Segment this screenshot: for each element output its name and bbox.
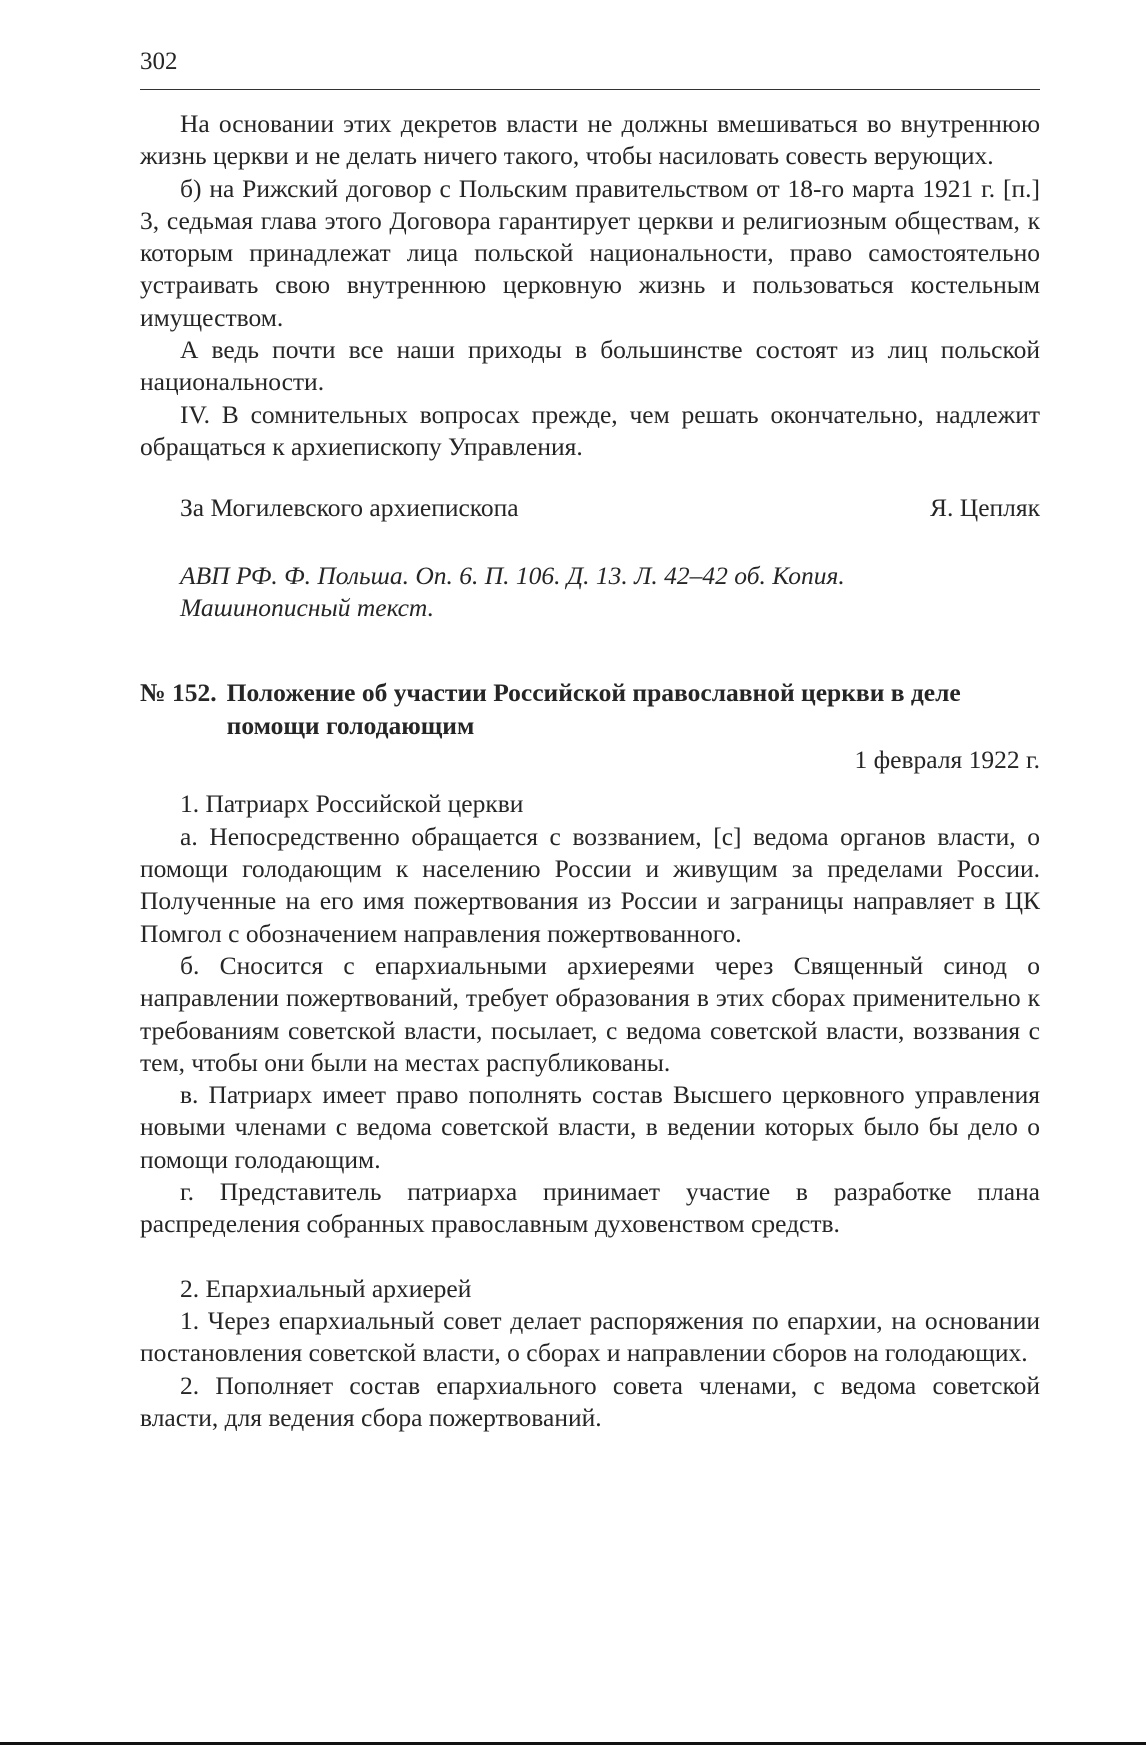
paragraph: На основании этих декретов власти не должны вмешиваться во внутреннюю жизнь церкви и не делать ничего такого, чтобы насиловать совесть верующих. bbox=[140, 109, 1040, 171]
paragraph: IV. В сомнительных вопросах прежде, чем решать окончательно, надлежит обращаться к архиепископу Управления. bbox=[140, 399, 1040, 461]
document-title bbox=[140, 676, 1040, 742]
signature-role: За Могилевского архиепископа bbox=[180, 493, 519, 523]
section-heading: 2. Епархиальный архиерей bbox=[180, 1273, 472, 1303]
paragraph: б) на Рижский договор с Польским правительством от 18-го марта 1921 г. [п.] 3, седьмая глава этого Договора гарантирует церкви и религиозным обществам, к которым принадлежат лица польской национальности, право самостоятельно устраивать свою внутреннюю церковную жизнь и пользоваться костельным имуществом. bbox=[140, 173, 1040, 332]
bottom-edge-rule bbox=[0, 1742, 1146, 1745]
section-item: б. Сносится с епархиальными архиереями через Священный синод о направлении пожертвований, требует образования в этих сборах применительно к требованиям советской власти, посылает, с ведома советской власти, воззвания с тем, чтобы они были на местах распубликованы. bbox=[140, 950, 1040, 1077]
document-number: № 152. bbox=[140, 678, 217, 708]
paragraph: А ведь почти все наши приходы в большинстве состоят из лиц польской национальности. bbox=[140, 335, 1040, 397]
page-text bbox=[140, 108, 1040, 1434]
section-heading: 1. Патриарх Российской церкви bbox=[180, 789, 524, 819]
section-item: в. Патриарх имеет право пополнять состав Высшего церковного управления новыми членами с ведома советской власти, в ведении которых было бы дело о помощи голодающим. bbox=[140, 1080, 1040, 1174]
archival-source-line: Машинописный текст. bbox=[180, 592, 435, 622]
header-rule bbox=[140, 89, 1040, 90]
signature-name: Я. Цепляк bbox=[930, 493, 1040, 523]
section-item: 2. Пополняет состав епархиального совета членами, с ведома советской власти, для ведения сбора пожертвований. bbox=[140, 1370, 1040, 1432]
document-title-text: Положение об участии Российской православной церкви в деле помощи голодающим bbox=[226, 678, 961, 741]
page-number: 302 bbox=[140, 48, 178, 75]
document-date: 1 февраля 1922 г. bbox=[854, 745, 1040, 775]
section-item: а. Непосредственно обращается с воззванием, [с] ведома органов власти, о помощи голодающим к населению России и живущим за пределами России. Полученные на его имя пожертвования из России и заграницы направляет в ЦК Помгол с обозначением направления пожертвованного. bbox=[140, 821, 1040, 948]
archival-source bbox=[140, 560, 1040, 625]
section-item: г. Представитель патриарха принимает участие в разработке плана распределения собранных православным духовенством средств. bbox=[140, 1177, 1040, 1239]
signature-line bbox=[140, 492, 1040, 524]
section-item: 1. Через епархиальный совет делает распоряжения по епархии, на основании постановления советской власти, о сборах и направлении сборов на голодающих. bbox=[140, 1305, 1040, 1368]
archival-source-line: АВП РФ. Ф. Польша. Оп. 6. П. 106. Д. 13. Л. 42–42 об. Копия. bbox=[180, 560, 845, 590]
